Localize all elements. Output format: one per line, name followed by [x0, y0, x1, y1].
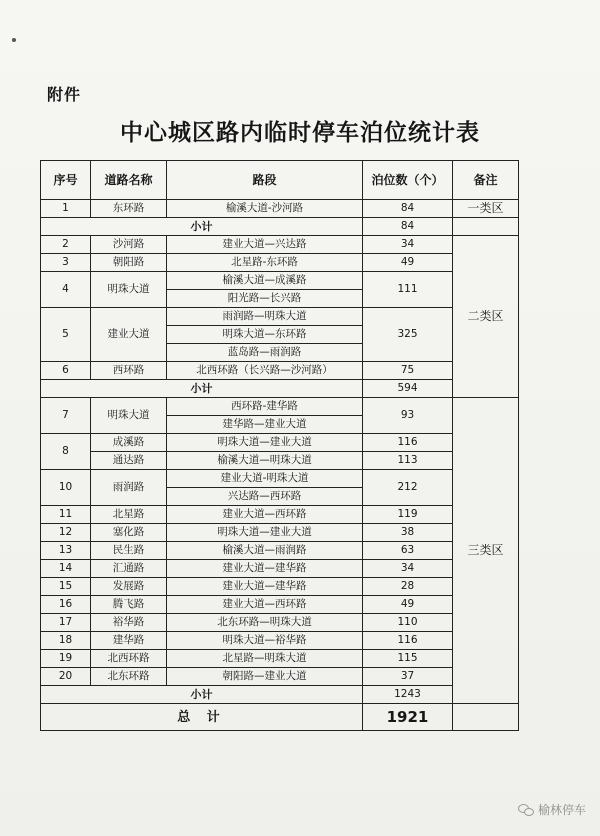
wechat-icon [518, 804, 534, 816]
cell-spaces: 113 [363, 452, 453, 470]
cell-segment: 北东环路—明珠大道 [167, 614, 363, 632]
cell-segment: 北星路-东环路 [167, 254, 363, 272]
subtotal-row [41, 686, 519, 704]
cell-no: 7 [41, 398, 91, 434]
cell-road: 朝阳路 [91, 254, 167, 272]
watermark-text: 榆林停车 [537, 803, 586, 817]
cell-spaces: 212 [363, 470, 453, 506]
header-note: 备注 [453, 161, 519, 200]
cell-zone: 三类区 [453, 398, 519, 704]
table-row [41, 632, 519, 650]
punch-dot [12, 38, 16, 42]
cell-road: 腾飞路 [91, 596, 167, 614]
cell-spaces: 110 [363, 614, 453, 632]
table-row [41, 470, 519, 488]
cell-road: 北星路 [91, 506, 167, 524]
cell-spaces: 93 [363, 398, 453, 434]
table-body [41, 200, 519, 731]
cell-no: 6 [41, 362, 91, 380]
cell-segment: 榆溪大道—成溪路 [167, 272, 363, 290]
cell-road: 东环路 [91, 200, 167, 218]
cell-road: 发展路 [91, 578, 167, 596]
parking-stats-table [40, 160, 519, 731]
cell-segment: 榆溪大道—雨润路 [167, 542, 363, 560]
cell-no: 18 [41, 632, 91, 650]
total-label: 总 计 [41, 704, 363, 731]
cell-no: 11 [41, 506, 91, 524]
table-row [41, 650, 519, 668]
table-row [41, 596, 519, 614]
cell-road: 建华路 [91, 632, 167, 650]
cell-road: 沙河路 [91, 236, 167, 254]
page-title: 中心城区路内临时停车泊位统计表 [120, 119, 480, 146]
table-row [41, 434, 519, 452]
table-row [41, 362, 519, 380]
table-row [41, 452, 519, 470]
cell-segment: 建业大道—建华路 [167, 578, 363, 596]
cell-road: 成溪路 [91, 434, 167, 452]
cell-no: 16 [41, 596, 91, 614]
cell-no: 20 [41, 668, 91, 686]
cell-segment: 阳光路—长兴路 [167, 290, 363, 308]
cell-spaces: 119 [363, 506, 453, 524]
cell-segment: 建业大道—建华路 [167, 560, 363, 578]
attachment-label: 附件 [47, 85, 82, 104]
cell-road: 雨润路 [91, 470, 167, 506]
cell-empty [453, 704, 519, 731]
cell-zone: 二类区 [453, 236, 519, 398]
cell-segment: 建业大道—西环路 [167, 596, 363, 614]
subtotal-value: 594 [363, 380, 453, 398]
cell-no: 12 [41, 524, 91, 542]
cell-spaces: 116 [363, 632, 453, 650]
cell-segment: 朝阳路—建业大道 [167, 668, 363, 686]
table-row [41, 200, 519, 218]
cell-spaces: 28 [363, 578, 453, 596]
subtotal-value: 84 [363, 218, 453, 236]
table-row [41, 398, 519, 416]
cell-segment: 西环路-建华路 [167, 398, 363, 416]
cell-spaces: 75 [363, 362, 453, 380]
cell-no: 3 [41, 254, 91, 272]
cell-segment: 雨润路—明珠大道 [167, 308, 363, 326]
table-row [41, 668, 519, 686]
cell-segment: 建业大道-明珠大道 [167, 470, 363, 488]
cell-no: 15 [41, 578, 91, 596]
subtotal-label: 小计 [41, 686, 363, 704]
cell-segment: 榆溪大道—明珠大道 [167, 452, 363, 470]
total-value: 1921 [363, 704, 453, 731]
header-spaces: 泊位数（个） [363, 161, 453, 200]
table-row [41, 236, 519, 254]
cell-road: 塞化路 [91, 524, 167, 542]
cell-segment: 建业大道—西环路 [167, 506, 363, 524]
table-row [41, 578, 519, 596]
cell-no: 1 [41, 200, 91, 218]
cell-spaces: 49 [363, 596, 453, 614]
cell-no: 17 [41, 614, 91, 632]
cell-spaces: 115 [363, 650, 453, 668]
cell-no: 5 [41, 308, 91, 362]
cell-segment: 北星路—明珠大道 [167, 650, 363, 668]
subtotal-label: 小计 [41, 380, 363, 398]
cell-segment: 建业大道—兴达路 [167, 236, 363, 254]
table-row [41, 614, 519, 632]
cell-road: 西环路 [91, 362, 167, 380]
cell-segment: 蓝岛路—雨润路 [167, 344, 363, 362]
cell-spaces: 84 [363, 200, 453, 218]
cell-spaces: 325 [363, 308, 453, 362]
cell-no: 2 [41, 236, 91, 254]
cell-segment: 北西环路（长兴路—沙河路） [167, 362, 363, 380]
table-row [41, 524, 519, 542]
cell-road: 通达路 [91, 452, 167, 470]
table-header-row [41, 161, 519, 200]
cell-spaces: 38 [363, 524, 453, 542]
cell-road: 北西环路 [91, 650, 167, 668]
cell-road: 明珠大道 [91, 272, 167, 308]
cell-no: 8 [41, 434, 91, 470]
cell-road: 明珠大道 [91, 398, 167, 434]
cell-no: 10 [41, 470, 91, 506]
header-segment: 路段 [167, 161, 363, 200]
cell-spaces: 34 [363, 560, 453, 578]
cell-road: 北东环路 [91, 668, 167, 686]
cell-zone: 一类区 [453, 200, 519, 218]
table-row [41, 560, 519, 578]
header-no: 序号 [41, 161, 91, 200]
cell-segment: 建华路—建业大道 [167, 416, 363, 434]
subtotal-row [41, 380, 519, 398]
subtotal-value: 1243 [363, 686, 453, 704]
cell-no: 14 [41, 560, 91, 578]
cell-road: 汇通路 [91, 560, 167, 578]
table-row [41, 542, 519, 560]
subtotal-row [41, 218, 519, 236]
cell-road: 民生路 [91, 542, 167, 560]
cell-segment: 兴达路—西环路 [167, 488, 363, 506]
cell-road: 建业大道 [91, 308, 167, 362]
header-road: 道路名称 [91, 161, 167, 200]
cell-spaces: 111 [363, 272, 453, 308]
table-row [41, 254, 519, 272]
cell-spaces: 34 [363, 236, 453, 254]
total-row [41, 704, 519, 731]
cell-empty [453, 218, 519, 236]
cell-spaces: 116 [363, 434, 453, 452]
cell-no: 4 [41, 272, 91, 308]
table-row [41, 272, 519, 290]
table-row [41, 308, 519, 326]
table-row [41, 506, 519, 524]
cell-segment: 榆溪大道-沙河路 [167, 200, 363, 218]
cell-segment: 明珠大道—建业大道 [167, 434, 363, 452]
cell-spaces: 63 [363, 542, 453, 560]
cell-segment: 明珠大道—裕华路 [167, 632, 363, 650]
cell-no: 13 [41, 542, 91, 560]
cell-segment: 明珠大道—东环路 [167, 326, 363, 344]
cell-no: 19 [41, 650, 91, 668]
subtotal-label: 小计 [41, 218, 363, 236]
cell-road: 裕华路 [91, 614, 167, 632]
cell-spaces: 37 [363, 668, 453, 686]
watermark [518, 801, 586, 818]
cell-segment: 明珠大道—建业大道 [167, 524, 363, 542]
cell-spaces: 49 [363, 254, 453, 272]
